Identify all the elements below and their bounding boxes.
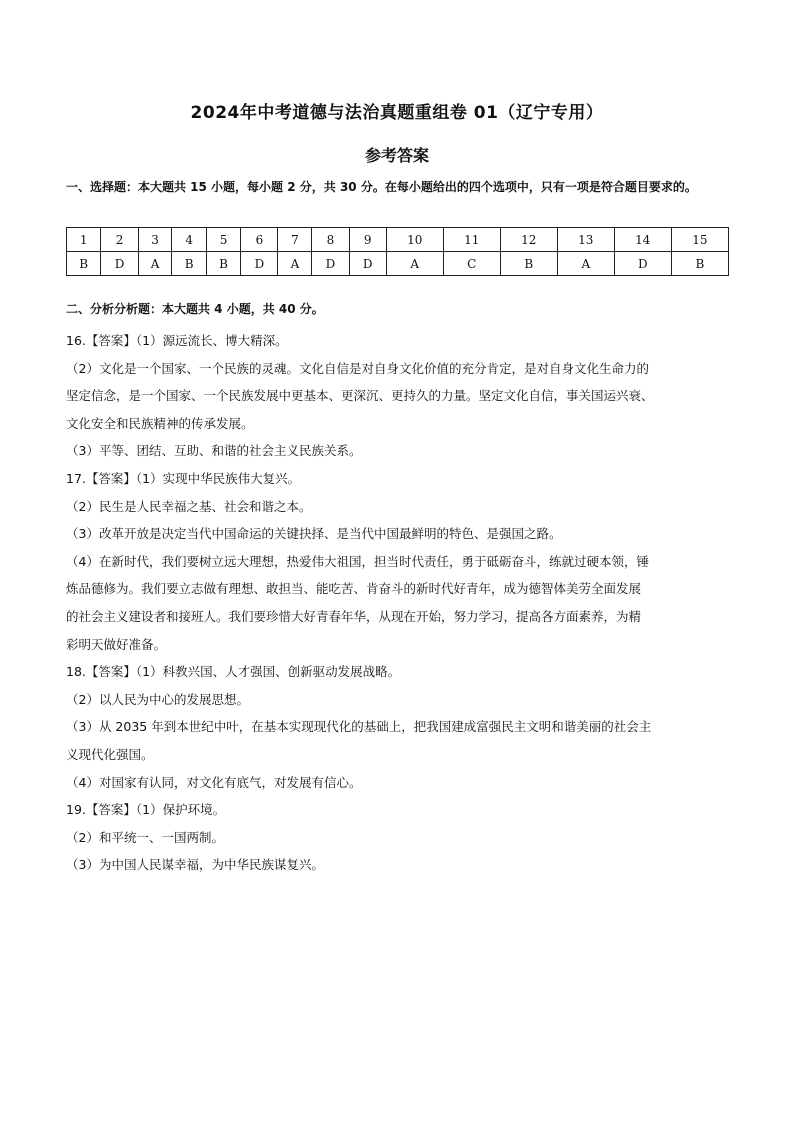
answer-cell: A <box>138 252 172 276</box>
question-number: 12 <box>500 228 557 252</box>
answer-row <box>67 252 729 276</box>
section-2-heading: 二、分析分析题：本大题共 4 小题，共 40 分。 <box>66 302 324 316</box>
answer-line: 17.【答案】（1）实现中华民族伟大复兴。 <box>66 470 301 486</box>
answer-cell: D <box>312 252 349 276</box>
answer-cell: A <box>557 252 614 276</box>
question-number: 3 <box>138 228 172 252</box>
answer-line: 坚定信念，是一个国家、一个民族发展中更基本、更深沉、更持久的力量。坚定文化自信，事关国运兴衰、 <box>66 388 654 404</box>
answer-cell: B <box>671 252 728 276</box>
answer-cell: A <box>278 252 312 276</box>
question-number: 8 <box>312 228 349 252</box>
question-number: 2 <box>101 228 138 252</box>
answer-line: 的社会主义建设者和接班人。我们要珍惜大好青春年华，从现在开始，努力学习，提高各方面素养，为精 <box>66 608 642 624</box>
answer-cell: D <box>241 252 278 276</box>
answer-cell: B <box>172 252 206 276</box>
answer-cell: D <box>101 252 138 276</box>
answer-cell: C <box>443 252 500 276</box>
answer-line: （2）民生是人民幸福之基、社会和谐之本。 <box>66 498 312 514</box>
question-number-row <box>67 228 729 252</box>
section-1-heading: 一、选择题：本大题共 15 小题，每小题 2 分，共 30 分。在每小题给出的四个选项中，只有一项是符合题目要求的。 <box>66 180 697 194</box>
question-number: 14 <box>614 228 671 252</box>
answer-line: 19.【答案】（1）保护环境。 <box>66 802 226 818</box>
answer-body <box>66 327 730 879</box>
answer-line: （4）对国家有认同，对文化有底气，对发展有信心。 <box>66 774 362 790</box>
answer-line: 18.【答案】（1）科教兴国、人才强国、创新驱动发展战略。 <box>66 664 401 680</box>
answer-line: （3）改革开放是决定当代中国命运的关键抉择、是当代中国最鲜明的特色、是强国之路。 <box>66 526 562 542</box>
question-number: 6 <box>241 228 278 252</box>
question-number: 4 <box>172 228 206 252</box>
answer-line: （2）文化是一个国家、一个民族的灵魂。文化自信是对自身文化价值的充分肯定，是对自身文化生命力的 <box>66 360 649 376</box>
question-number: 7 <box>278 228 312 252</box>
answer-line: 文化安全和民族精神的传承发展。 <box>66 415 254 431</box>
answer-line: （2）和平统一、一国两制。 <box>66 829 224 845</box>
answer-line: （2）以人民为中心的发展思想。 <box>66 691 249 707</box>
answer-table <box>66 227 729 276</box>
answer-line: 16.【答案】（1）源远流长、博大精深。 <box>66 333 288 348</box>
answer-cell: D <box>349 252 386 276</box>
question-number: 9 <box>349 228 386 252</box>
answer-cell: B <box>67 252 101 276</box>
question-number: 15 <box>671 228 728 252</box>
answer-line: 义现代化强国。 <box>66 746 154 762</box>
answer-line: 炼品德修为。我们要立志做有理想、敢担当、能吃苦、肯奋斗的新时代好青年，成为德智体美劳全面发展 <box>66 581 642 597</box>
document-subtitle: 参考答案 <box>364 146 429 165</box>
answer-cell: B <box>500 252 557 276</box>
question-number: 5 <box>206 228 240 252</box>
question-number: 13 <box>557 228 614 252</box>
question-number: 10 <box>386 228 443 252</box>
answer-cell: B <box>206 252 240 276</box>
question-number: 1 <box>67 228 101 252</box>
answer-cell: D <box>614 252 671 276</box>
answer-line: （3）平等、团结、互助、和谐的社会主义民族关系。 <box>66 443 362 459</box>
document-title: 2024年中考道德与法治真题重组卷 01（辽宁专用） <box>190 103 604 123</box>
answer-line: 彩明天做好准备。 <box>66 636 167 652</box>
answer-cell: A <box>386 252 443 276</box>
question-number: 11 <box>443 228 500 252</box>
answer-line: （4）在新时代，我们要树立远大理想，热爱伟大祖国，担当时代责任，勇于砥砺奋斗，练就过硬本领，锤 <box>66 553 649 569</box>
answer-line: （3）为中国人民谋幸福，为中华民族谋复兴。 <box>66 857 324 873</box>
answer-line: （3）从 2035 年到本世纪中叶，在基本实现现代化的基础上，把我国建成富强民主文明和谐美丽的社会主 <box>66 719 652 735</box>
